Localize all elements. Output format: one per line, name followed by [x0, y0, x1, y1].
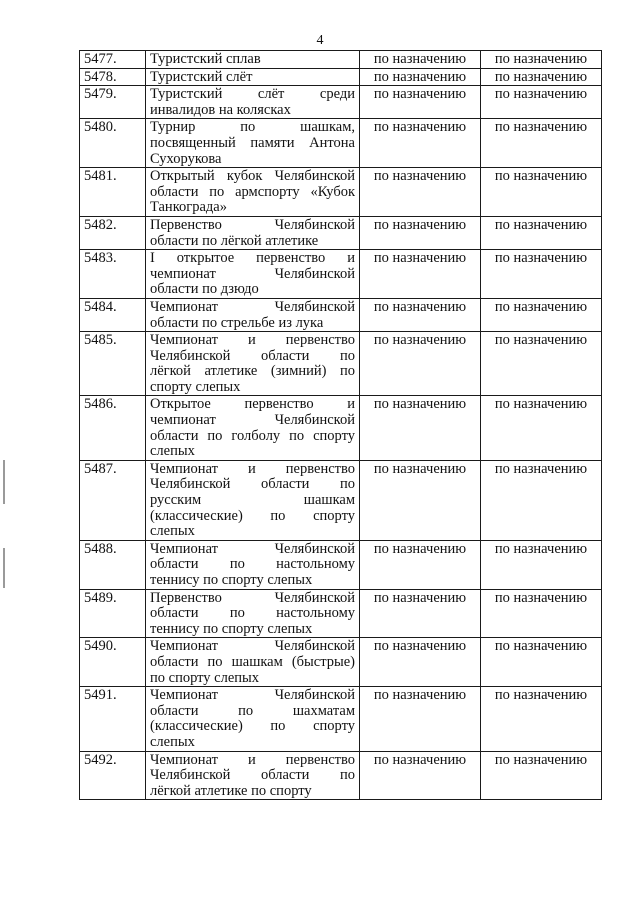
event-name [146, 396, 360, 460]
event-name [146, 751, 360, 800]
event-name-line: Туристский слёт [150, 68, 253, 85]
event-name-line: слепых [150, 523, 195, 540]
purpose-cell-a: по назначению [360, 51, 481, 69]
event-name-line: Турнир по шашкам, [150, 119, 355, 136]
purpose-cell-a: по назначению [360, 589, 481, 638]
event-name [146, 298, 360, 331]
event-name-line: области по шашкам (быстрые) [150, 653, 355, 670]
row-number: 5485. [80, 332, 146, 396]
table-row [80, 216, 602, 249]
purpose-cell-a: по назначению [360, 216, 481, 249]
table-row [80, 751, 602, 800]
table-row [80, 250, 602, 299]
event-name-line: спорту слепых [150, 378, 241, 395]
event-name [146, 638, 360, 687]
page-number: 4 [316, 33, 324, 48]
event-name-line: Челябинской области по [150, 767, 355, 784]
event-name-line: области по стрельбе из лука [150, 314, 324, 331]
purpose-cell-b: по назначению [481, 332, 602, 396]
event-name [146, 460, 360, 540]
event-name-line: Чемпионат Челябинской [150, 638, 355, 655]
table-row [80, 638, 602, 687]
purpose-cell-a: по назначению [360, 250, 481, 299]
event-name-line: I открытое первенство и [150, 250, 355, 267]
event-name [146, 589, 360, 638]
event-name-line: области по армспорту «Кубок [150, 183, 355, 200]
event-name-line: области по дзюдо [150, 281, 259, 298]
scan-edge-mark [3, 460, 5, 504]
row-number: 5483. [80, 250, 146, 299]
event-name [146, 216, 360, 249]
purpose-cell-b: по назначению [481, 751, 602, 800]
event-name-line: Чемпионат и первенство [150, 751, 355, 768]
event-name-line: чемпионат Челябинской [150, 265, 355, 282]
event-name-line: чемпионат Челябинской [150, 412, 355, 429]
purpose-cell-b: по назначению [481, 589, 602, 638]
purpose-cell-b: по назначению [481, 250, 602, 299]
event-name-line: Сухорукова [150, 150, 222, 167]
row-number: 5479. [80, 86, 146, 119]
purpose-cell-a: по назначению [360, 68, 481, 86]
table-row [80, 687, 602, 751]
event-name-line: области по шахматам [150, 702, 355, 719]
table-row [80, 51, 602, 69]
event-name-line: Чемпионат и первенство [150, 332, 355, 349]
row-number: 5484. [80, 298, 146, 331]
event-name-line: посвященный памяти Антона [150, 134, 355, 151]
event-name-line: Открытое первенство и [150, 396, 355, 413]
event-name-line: лёгкой атлетике по спорту [150, 782, 312, 799]
row-number: 5490. [80, 638, 146, 687]
event-name-line: русским шашкам [150, 492, 355, 509]
event-name-line: слепых [150, 443, 195, 460]
table-row [80, 540, 602, 589]
purpose-cell-b: по назначению [481, 216, 602, 249]
row-number: 5477. [80, 51, 146, 69]
purpose-cell-b: по назначению [481, 460, 602, 540]
row-number: 5487. [80, 460, 146, 540]
table-row [80, 68, 602, 86]
purpose-cell-b: по назначению [481, 687, 602, 751]
event-name [146, 250, 360, 299]
event-name-line: Туристский сплав [150, 51, 261, 67]
event-name-line: (классические) по спорту [150, 507, 355, 524]
purpose-cell-a: по назначению [360, 168, 481, 217]
event-name-line: Чемпионат Челябинской [150, 298, 355, 315]
event-name [146, 332, 360, 396]
table-row [80, 396, 602, 460]
event-name-line: области по голболу по спорту [150, 427, 355, 444]
purpose-cell-b: по назначению [481, 396, 602, 460]
purpose-cell-a: по назначению [360, 332, 481, 396]
table-row [80, 119, 602, 168]
event-name [146, 540, 360, 589]
row-number: 5489. [80, 589, 146, 638]
row-number: 5491. [80, 687, 146, 751]
event-name-line: Чемпионат Челябинской [150, 687, 355, 704]
row-number: 5486. [80, 396, 146, 460]
event-name-line: инвалидов на колясках [150, 101, 291, 118]
event-name-line: слепых [150, 733, 195, 750]
event-name [146, 168, 360, 217]
row-number: 5482. [80, 216, 146, 249]
event-name [146, 119, 360, 168]
purpose-cell-b: по назначению [481, 168, 602, 217]
event-name-line: лёгкой атлетике (зимний) по [150, 363, 355, 380]
event-name-line: по спорту слепых [150, 669, 260, 686]
table-row [80, 460, 602, 540]
row-number: 5492. [80, 751, 146, 800]
purpose-cell-a: по назначению [360, 460, 481, 540]
event-name-line: теннису по спорту слепых [150, 572, 313, 588]
event-name-line: области по настольному [150, 605, 355, 622]
purpose-cell-a: по назначению [360, 751, 481, 800]
event-name-line: Челябинской области по [150, 347, 355, 364]
table-row [80, 168, 602, 217]
table-row [80, 86, 602, 119]
row-number: 5481. [80, 168, 146, 217]
event-name-line: области по лёгкой атлетике [150, 232, 319, 249]
purpose-cell-b: по назначению [481, 86, 602, 119]
event-name [146, 68, 360, 86]
table-row [80, 298, 602, 331]
purpose-cell-b: по назначению [481, 51, 602, 69]
event-name-line: области по настольному [150, 556, 355, 573]
scan-edge-mark [3, 548, 5, 588]
purpose-cell-a: по назначению [360, 638, 481, 687]
purpose-cell-b: по назначению [481, 638, 602, 687]
event-name-line: Танкограда» [150, 199, 227, 216]
table-row [80, 332, 602, 396]
purpose-cell-a: по назначению [360, 119, 481, 168]
event-name [146, 51, 360, 69]
event-name-line: (классические) по спорту [150, 718, 355, 735]
event-name-line: Чемпионат и первенство [150, 460, 355, 477]
purpose-cell-a: по назначению [360, 298, 481, 331]
events-table [79, 50, 602, 800]
event-name-line: Открытый кубок Челябинской [150, 168, 355, 185]
purpose-cell-b: по назначению [481, 540, 602, 589]
event-name [146, 86, 360, 119]
event-name-line: Первенство Челябинской [150, 216, 355, 233]
row-number: 5488. [80, 540, 146, 589]
event-name-line: Первенство Челябинской [150, 589, 355, 606]
event-name [146, 687, 360, 751]
purpose-cell-a: по назначению [360, 396, 481, 460]
purpose-cell-b: по назначению [481, 68, 602, 86]
purpose-cell-b: по назначению [481, 119, 602, 168]
row-number: 5480. [80, 119, 146, 168]
purpose-cell-a: по назначению [360, 687, 481, 751]
event-name-line: теннису по спорту слепых [150, 620, 313, 637]
event-name-line: Челябинской области по [150, 476, 355, 493]
table-row [80, 589, 602, 638]
event-name-line: Туристский слёт среди [150, 86, 355, 103]
purpose-cell-a: по назначению [360, 86, 481, 119]
purpose-cell-b: по назначению [481, 298, 602, 331]
row-number: 5478. [80, 68, 146, 86]
purpose-cell-a: по назначению [360, 540, 481, 589]
event-name-line: Чемпионат Челябинской [150, 540, 355, 557]
